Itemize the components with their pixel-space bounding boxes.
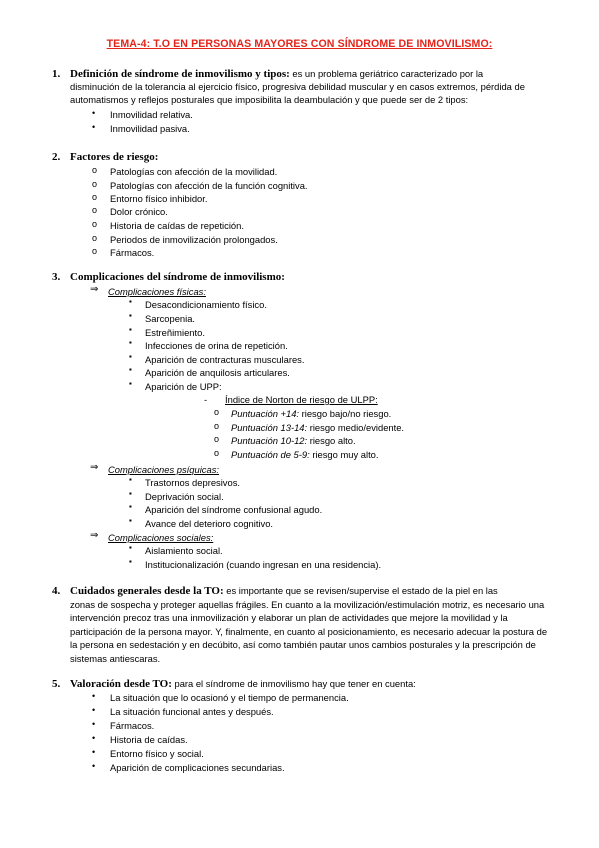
square-bullet-icon: ▪ — [129, 325, 132, 334]
bullet-icon: • — [92, 733, 96, 743]
circle-bullet-icon: o — [214, 421, 220, 431]
norton-index-label: Índice de Norton de riesgo de ULPP: — [225, 394, 378, 405]
norton-row: Puntuación 10-12: riesgo alto. — [231, 435, 356, 446]
list-item: Aparición de complicaciones secundarias. — [110, 762, 285, 773]
list-item: Patologías con afección de la movilidad. — [110, 166, 278, 177]
bullet-icon: • — [92, 761, 96, 771]
list-item: Aparición de UPP: — [145, 381, 222, 392]
list-item: Sarcopenia. — [145, 313, 196, 324]
list-item: Institucionalización (cuando ingresan en una residencia). — [145, 559, 382, 570]
section-5-heading: 5. Valoración desde TO: para el síndrome de inmovilismo hay que tener en cuenta: — [52, 678, 416, 690]
subsection-psychic-label: Complicaciones psíquicas: — [108, 464, 219, 475]
list-item: Trastornos depresivos. — [145, 477, 241, 488]
dash-icon: - — [204, 394, 208, 405]
square-bullet-icon: ▪ — [129, 489, 132, 498]
circle-bullet-icon: o — [92, 233, 98, 243]
section-3-heading: 3. Complicaciones del síndrome de inmovilismo: — [52, 271, 285, 283]
list-item: Aislamiento social. — [145, 545, 223, 556]
square-bullet-icon: ▪ — [129, 516, 132, 525]
section-1-text: disminución de la tolerancia al ejercicio físico, progresiva debilidad muscular y en casos extremos, pérdida de automatismos y reflejos posturales que imposibilita la deambulación y que puede ser de 2 tipos: — [70, 81, 525, 106]
list-item: La situación funcional antes y después. — [110, 706, 274, 717]
circle-bullet-icon: o — [92, 179, 98, 189]
circle-bullet-icon: o — [214, 407, 220, 417]
arrow-icon: ⇒ — [90, 284, 99, 295]
arrow-icon: ⇒ — [90, 462, 99, 473]
list-item: Inmovilidad relativa. — [110, 109, 193, 120]
list-item: Patologías con afección de la función cognitiva. — [110, 180, 308, 191]
list-item: Historia de caídas. — [110, 734, 188, 745]
list-item: Estreñimiento. — [145, 327, 205, 338]
bullet-icon: • — [92, 108, 96, 118]
circle-bullet-icon: o — [92, 205, 98, 215]
square-bullet-icon: ▪ — [129, 338, 132, 347]
circle-bullet-icon: o — [92, 192, 98, 202]
list-item: Inmovilidad pasiva. — [110, 123, 190, 134]
list-item: Aparición de anquilosis articulares. — [145, 367, 290, 378]
bullet-icon: • — [92, 719, 96, 729]
square-bullet-icon: ▪ — [129, 297, 132, 306]
page-title: TEMA-4: T.O EN PERSONAS MAYORES CON SÍNDROME DE INMOVILISMO: — [106, 38, 493, 50]
circle-bullet-icon: o — [214, 434, 220, 444]
list-item: Entorno físico y social. — [110, 748, 204, 759]
subsection-social-label: Complicaciones sociales: — [108, 532, 214, 543]
bullet-icon: • — [92, 747, 96, 757]
norton-row: Puntuación +14: riesgo bajo/no riesgo. — [231, 408, 392, 419]
square-bullet-icon: ▪ — [129, 475, 132, 484]
bullet-icon: • — [92, 691, 96, 701]
list-item: Infecciones de orina de repetición. — [145, 340, 288, 351]
bullet-icon: • — [92, 705, 96, 715]
square-bullet-icon: ▪ — [129, 365, 132, 374]
arrow-icon: ⇒ — [90, 530, 99, 541]
circle-bullet-icon: o — [92, 246, 98, 256]
square-bullet-icon: ▪ — [129, 557, 132, 566]
square-bullet-icon: ▪ — [129, 502, 132, 511]
square-bullet-icon: ▪ — [129, 543, 132, 552]
section-2-heading: 2. Factores de riesgo: — [52, 151, 159, 163]
list-item: Entorno físico inhibidor. — [110, 193, 208, 204]
list-item: Avance del deterioro cognitivo. — [145, 518, 274, 529]
list-item: Deprivación social. — [145, 491, 224, 502]
list-item: Fármacos. — [110, 720, 155, 731]
list-item: La situación que lo ocasionó y el tiempo de permanencia. — [110, 692, 349, 703]
section-1-heading: 1. Definición de síndrome de inmovilismo y tipos: es un problema geriátrico caracterizado por la — [52, 68, 484, 80]
list-item: Desacondicionamiento físico. — [145, 299, 267, 310]
section-4-text: zonas de sospecha y proteger aquellas frágiles. En cuanto a la movilización/estimulación motriz, es necesario una intervención precoz tras una inmovilización y elaborar un plan de actividades que mejore la movilidad y la participación de la persona mayor. Y, finalmente, en cuanto al posicionamiento, es necesario adecuar la postura de la persona en sedestación y en decúbito, así como también pautar unos cambios posturales y la prescripción de sistemas antiescaras. — [70, 599, 548, 664]
list-item: Fármacos. — [110, 247, 155, 258]
section-4-heading: 4. Cuidados generales desde la TO: es importante que se revisen/supervise el estado de la piel en las — [52, 585, 498, 597]
subsection-physical-label: Complicaciones físicas: — [108, 286, 206, 297]
list-item: Aparición de contracturas musculares. — [145, 354, 305, 365]
circle-bullet-icon: o — [92, 219, 98, 229]
circle-bullet-icon: o — [92, 165, 98, 175]
square-bullet-icon: ▪ — [129, 379, 132, 388]
norton-row: Puntuación de 5-9: riesgo muy alto. — [231, 449, 379, 460]
circle-bullet-icon: o — [214, 448, 220, 458]
list-item: Periodos de inmovilización prolongados. — [110, 234, 278, 245]
norton-row: Puntuación 13-14: riesgo medio/evidente. — [231, 422, 405, 433]
list-item: Historia de caídas de repetición. — [110, 220, 244, 231]
square-bullet-icon: ▪ — [129, 352, 132, 361]
bullet-icon: • — [92, 122, 96, 132]
list-item: Dolor crónico. — [110, 206, 168, 217]
list-item: Aparición del síndrome confusional agudo. — [145, 504, 323, 515]
square-bullet-icon: ▪ — [129, 311, 132, 320]
